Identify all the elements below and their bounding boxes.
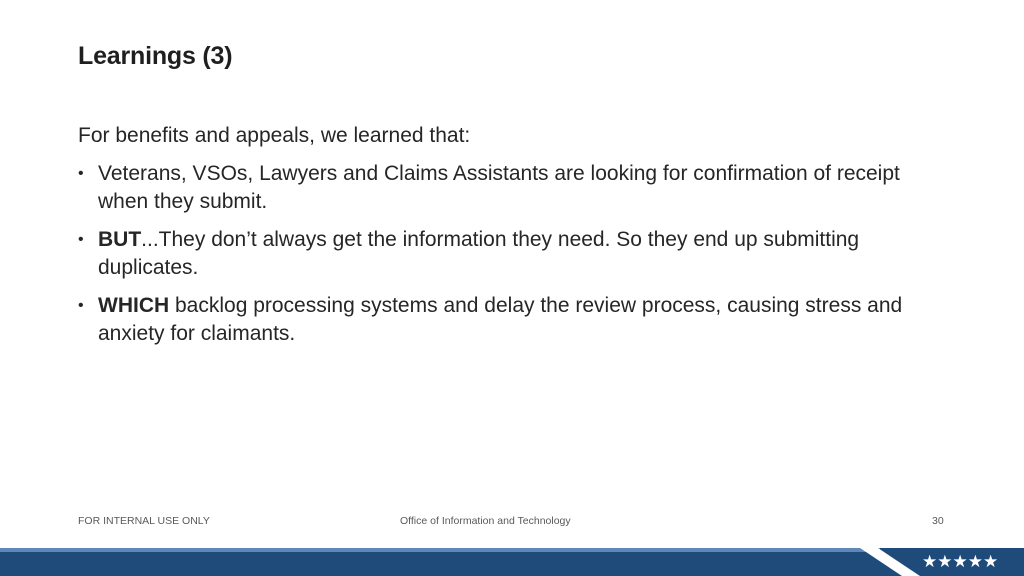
slide-title: Learnings (3) [78,42,233,70]
bullet-icon: • [78,231,84,248]
bullet-text: ...They don’t always get the information they need. So they end up submitting duplicates. [98,228,860,279]
bullet-text: backlog processing systems and delay the review process, causing stress and anxiety for claimants. [98,294,903,345]
bullet-text: Veterans, VSOs, Lawyers and Claims Assistants are looking for confirmation of receipt when they submit. [98,162,900,213]
stars-icon: ★★★★★ [922,552,999,571]
bullet-lead: BUT [98,228,142,251]
bullet-item [78,292,948,348]
slide-body [78,122,948,358]
page-number: 30 [932,515,944,527]
footer-band-accent [0,548,880,552]
bullet-item [78,226,948,282]
bullet-lead: WHICH [98,294,170,317]
footer-organization: Office of Information and Technology [400,515,571,527]
bullet-list [78,160,948,348]
bullet-item [78,160,948,216]
bullet-icon: • [78,165,84,182]
footer-classification: FOR INTERNAL USE ONLY [78,515,210,527]
bullet-icon: • [78,297,84,314]
intro-text: For benefits and appeals, we learned that: [78,124,471,147]
